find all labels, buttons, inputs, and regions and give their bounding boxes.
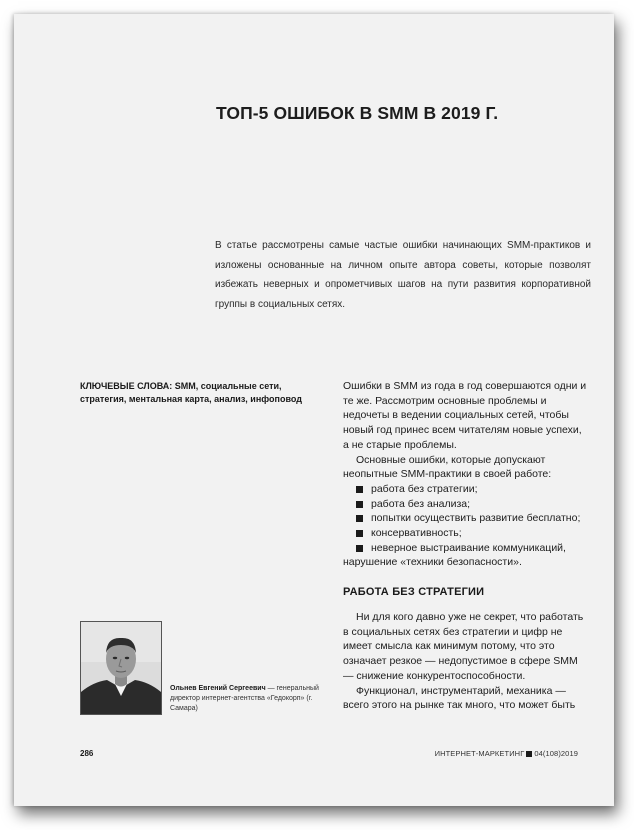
square-bullet-icon <box>356 545 363 552</box>
magazine-page <box>14 14 614 806</box>
journal-name: ИНТЕРНЕТ-МАРКЕТИНГ <box>434 749 525 758</box>
article-abstract: В статье рассмотрены самые частые ошибки начинающих SMM-практиков и изложены основанные на личном опыте автора советы, которые позволят избежать неверных и опрометчивых шагов на пути развития корпоративной группы в социальных сетях. <box>215 240 591 310</box>
list-item-text: консервативность; <box>371 527 462 540</box>
journal-issue: 04(108)2019 <box>534 749 578 758</box>
list-item <box>343 541 590 570</box>
keywords-block <box>80 380 312 405</box>
keywords-text: SMM, социальные сети, стратегия, ментальная карта, анализ, инфоповод <box>80 381 302 404</box>
author-portrait-icon <box>81 622 161 714</box>
list-item-text: работа без анализа; <box>371 497 471 510</box>
body-paragraph: Ошибки в SMM из года в год совершаются одни и те же. Рассмотрим основные проблемы и недочеты в ведении социальных сетей, чтобы новый год принес всем читателям новые успехи, а не старые проблемы. <box>343 380 587 451</box>
journal-footer <box>435 749 578 758</box>
list-item <box>343 482 590 497</box>
list-item-text: неверное выстраивание коммуникаций, нарушение «техники безопасности». <box>343 541 566 569</box>
list-item-text: работа без стратегии; <box>371 482 478 495</box>
body-column <box>343 379 590 570</box>
separator-square-icon <box>526 751 532 757</box>
page-number: 286 <box>80 749 94 758</box>
body-paragraph: Функционал, инструментарий, механика — всего этого на рынке так много, что может быть <box>343 684 576 712</box>
keywords-label: КЛЮЧЕВЫЕ СЛОВА: <box>80 381 173 391</box>
list-item <box>343 511 590 526</box>
author-name: Ольнев Евгений Сергеевич <box>170 685 266 692</box>
article-title: ТОП-5 ОШИБОК В SMM В 2019 Г. <box>216 103 499 123</box>
list-item-text: попытки осуществить развитие бесплатно; <box>371 512 581 525</box>
mistakes-list <box>343 482 590 570</box>
list-item <box>343 526 590 541</box>
square-bullet-icon <box>356 515 363 522</box>
square-bullet-icon <box>356 501 363 508</box>
author-role: — генеральный директор интернет-агентства «Гедокорп» (г. Самара) <box>170 685 319 712</box>
body-paragraph: Ни для кого давно уже не секрет, что работать в социальных сетях без стратегии и цифр не имеет смысла как минимум потому, что это означает резкое — недопустимое в сфере SMM — снижение конкурентоспособности. <box>343 611 584 682</box>
square-bullet-icon <box>356 530 363 537</box>
square-bullet-icon <box>356 486 363 493</box>
section-heading: РАБОТА БЕЗ СТРАТЕГИИ <box>343 586 485 598</box>
section-body <box>343 610 590 713</box>
list-item <box>343 497 590 512</box>
body-paragraph: Основные ошибки, которые допускают неопытные SMM-практики в своей работе: <box>343 453 552 481</box>
author-photo <box>80 621 162 715</box>
author-caption <box>170 684 330 714</box>
